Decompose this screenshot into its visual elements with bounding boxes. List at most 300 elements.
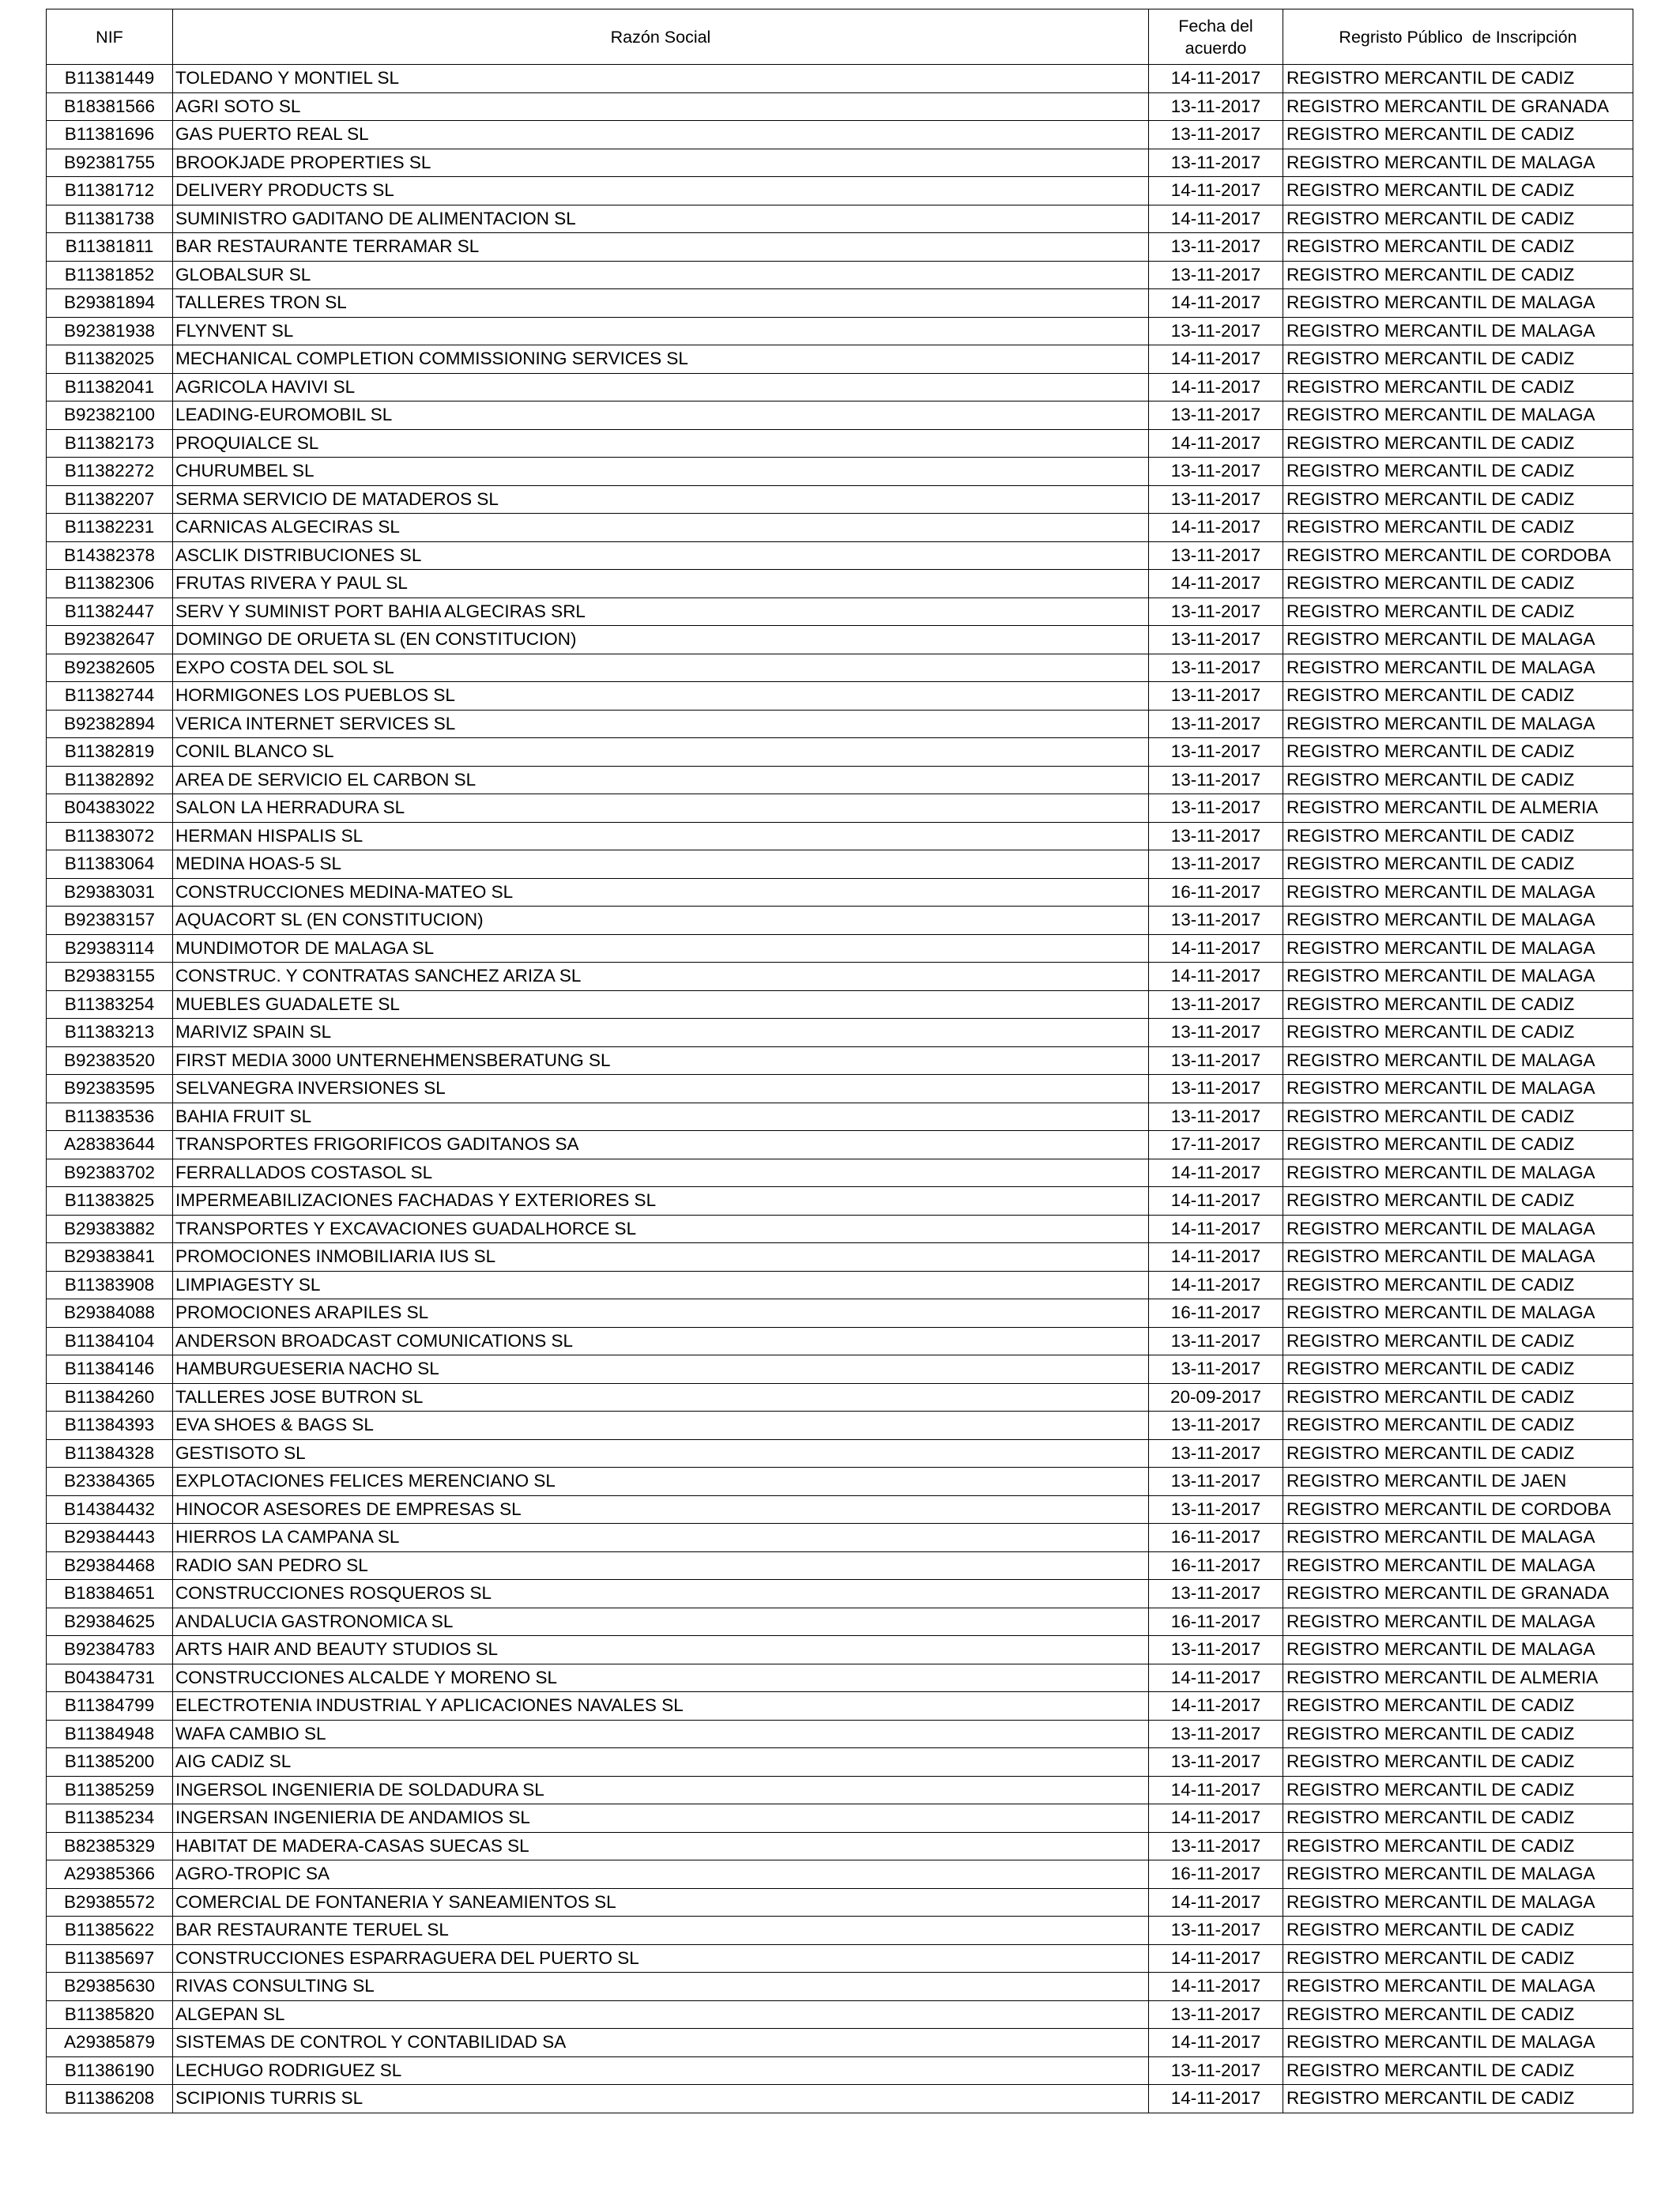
registro-cell: REGISTRO MERCANTIL DE MALAGA	[1283, 1299, 1633, 1328]
nif-cell: B11382041	[47, 373, 173, 401]
fecha-cell: 16-11-2017	[1149, 1608, 1283, 1636]
table-row	[47, 65, 1633, 93]
nif-cell: B11385234	[47, 1804, 173, 1833]
fecha-cell: 13-11-2017	[1149, 1046, 1283, 1075]
fecha-cell: 13-11-2017	[1149, 401, 1283, 430]
nif-cell: B29384468	[47, 1551, 173, 1580]
razon-social-cell: PROQUIALCE SL	[173, 429, 1149, 458]
registro-cell: REGISTRO MERCANTIL DE CADIZ	[1283, 1944, 1633, 1973]
nif-cell: B11382306	[47, 570, 173, 598]
nif-cell: B11381696	[47, 121, 173, 149]
fecha-cell: 13-11-2017	[1149, 1075, 1283, 1103]
fecha-cell: 14-11-2017	[1149, 177, 1283, 205]
razon-social-cell: SALON LA HERRADURA SL	[173, 794, 1149, 823]
razon-social-cell: TRANSPORTES FRIGORIFICOS GADITANOS SA	[173, 1131, 1149, 1159]
table-row	[47, 1944, 1633, 1973]
nif-cell: B11384328	[47, 1439, 173, 1468]
nif-cell: A29385879	[47, 2029, 173, 2057]
table-header	[47, 9, 1633, 65]
table-row	[47, 429, 1633, 458]
fecha-cell: 14-11-2017	[1149, 1664, 1283, 1692]
razon-social-cell: AGRI SOTO SL	[173, 92, 1149, 121]
razon-social-cell: GLOBALSUR SL	[173, 261, 1149, 289]
table-row	[47, 1888, 1633, 1917]
table-row	[47, 1580, 1633, 1608]
razon-social-cell: LIMPIAGESTY SL	[173, 1271, 1149, 1299]
table-row	[47, 1187, 1633, 1216]
registro-cell: REGISTRO MERCANTIL DE MALAGA	[1283, 1075, 1633, 1103]
fecha-cell: 14-11-2017	[1149, 1271, 1283, 1299]
registro-cell: REGISTRO MERCANTIL DE CADIZ	[1283, 850, 1633, 879]
table-row	[47, 373, 1633, 401]
razon-social-cell: INGERSOL INGENIERIA DE SOLDADURA SL	[173, 1776, 1149, 1804]
razon-social-cell: PROMOCIONES INMOBILIARIA IUS SL	[173, 1243, 1149, 1272]
razon-social-cell: MARIVIZ SPAIN SL	[173, 1019, 1149, 1047]
table-row	[47, 738, 1633, 767]
nif-cell: B04384731	[47, 1664, 173, 1692]
nif-cell: B14382378	[47, 541, 173, 570]
registro-cell: REGISTRO MERCANTIL DE MALAGA	[1283, 1636, 1633, 1664]
fecha-cell: 14-11-2017	[1149, 2085, 1283, 2113]
razon-social-cell: CHURUMBEL SL	[173, 458, 1149, 486]
fecha-cell: 14-11-2017	[1149, 514, 1283, 542]
table-row	[47, 205, 1633, 233]
fecha-cell: 13-11-2017	[1149, 1748, 1283, 1777]
registro-cell: REGISTRO MERCANTIL DE MALAGA	[1283, 1159, 1633, 1187]
fecha-cell: 13-11-2017	[1149, 794, 1283, 823]
registro-cell: REGISTRO MERCANTIL DE MALAGA	[1283, 1608, 1633, 1636]
table-row	[47, 2056, 1633, 2085]
registro-cell: REGISTRO MERCANTIL DE MALAGA	[1283, 289, 1633, 318]
table-row	[47, 1832, 1633, 1860]
nif-cell: B11384260	[47, 1383, 173, 1412]
table-row	[47, 878, 1633, 907]
nif-cell: B11381712	[47, 177, 173, 205]
razon-social-cell: RIVAS CONSULTING SL	[173, 1973, 1149, 2001]
registro-cell: REGISTRO MERCANTIL DE MALAGA	[1283, 1524, 1633, 1552]
table-row	[47, 1636, 1633, 1664]
razon-social-cell: LECHUGO RODRIGUEZ SL	[173, 2056, 1149, 2085]
nif-cell: B11383254	[47, 990, 173, 1019]
nif-cell: B11385820	[47, 2000, 173, 2029]
razon-social-cell: BAHIA FRUIT SL	[173, 1103, 1149, 1131]
razon-social-cell: CARNICAS ALGECIRAS SL	[173, 514, 1149, 542]
table-row	[47, 1664, 1633, 1692]
nif-cell: B11386190	[47, 2056, 173, 2085]
table-row	[47, 990, 1633, 1019]
fecha-cell: 14-11-2017	[1149, 1776, 1283, 1804]
table-row	[47, 1046, 1633, 1075]
nif-cell: B11385259	[47, 1776, 173, 1804]
registro-cell: REGISTRO MERCANTIL DE MALAGA	[1283, 149, 1633, 177]
table-row	[47, 907, 1633, 935]
razon-social-cell: AREA DE SERVICIO EL CARBON SL	[173, 766, 1149, 794]
registro-cell: REGISTRO MERCANTIL DE JAEN	[1283, 1468, 1633, 1496]
fecha-cell: 13-11-2017	[1149, 598, 1283, 626]
nif-cell: B11382025	[47, 345, 173, 374]
fecha-cell: 13-11-2017	[1149, 654, 1283, 682]
registro-cell: REGISTRO MERCANTIL DE MALAGA	[1283, 1046, 1633, 1075]
fecha-cell: 13-11-2017	[1149, 1355, 1283, 1384]
razon-social-cell: SUMINISTRO GADITANO DE ALIMENTACION SL	[173, 205, 1149, 233]
nif-cell: B29381894	[47, 289, 173, 318]
table-row	[47, 1524, 1633, 1552]
registro-cell: REGISTRO MERCANTIL DE CADIZ	[1283, 2085, 1633, 2113]
razon-social-cell: HERMAN HISPALIS SL	[173, 822, 1149, 850]
razon-social-cell: HAMBURGUESERIA NACHO SL	[173, 1355, 1149, 1384]
registro-cell: REGISTRO MERCANTIL DE MALAGA	[1283, 710, 1633, 738]
table-row	[47, 1804, 1633, 1833]
razon-social-cell: FERRALLADOS COSTASOL SL	[173, 1159, 1149, 1187]
fecha-cell: 14-11-2017	[1149, 289, 1283, 318]
table-row	[47, 2085, 1633, 2113]
nif-cell: B11383072	[47, 822, 173, 850]
nif-cell: B11381449	[47, 65, 173, 93]
registro-cell: REGISTRO MERCANTIL DE MALAGA	[1283, 401, 1633, 430]
fecha-cell: 14-11-2017	[1149, 65, 1283, 93]
fecha-cell: 13-11-2017	[1149, 2000, 1283, 2029]
nif-cell: B29384088	[47, 1299, 173, 1328]
nif-cell: B92383157	[47, 907, 173, 935]
razon-social-cell: BAR RESTAURANTE TERRAMAR SL	[173, 233, 1149, 262]
registro-cell: REGISTRO MERCANTIL DE CADIZ	[1283, 1327, 1633, 1355]
table-row	[47, 401, 1633, 430]
fecha-cell: 13-11-2017	[1149, 766, 1283, 794]
nif-cell: B11381811	[47, 233, 173, 262]
razon-social-cell: VERICA INTERNET SERVICES SL	[173, 710, 1149, 738]
registro-cell: REGISTRO MERCANTIL DE CADIZ	[1283, 990, 1633, 1019]
table-row	[47, 1748, 1633, 1777]
fecha-cell: 14-11-2017	[1149, 1159, 1283, 1187]
fecha-cell: 14-11-2017	[1149, 963, 1283, 991]
table-row	[47, 1439, 1633, 1468]
razon-social-cell: SERV Y SUMINIST PORT BAHIA ALGECIRAS SRL	[173, 598, 1149, 626]
razon-social-cell: SCIPIONIS TURRIS SL	[173, 2085, 1149, 2113]
table-row	[47, 1917, 1633, 1945]
header-row	[47, 9, 1633, 65]
nif-cell: B92382605	[47, 654, 173, 682]
fecha-cell: 13-11-2017	[1149, 485, 1283, 514]
registro-cell: REGISTRO MERCANTIL DE CADIZ	[1283, 1383, 1633, 1412]
table-row	[47, 1243, 1633, 1272]
table-row	[47, 541, 1633, 570]
table-row	[47, 317, 1633, 345]
razon-social-cell: HORMIGONES LOS PUEBLOS SL	[173, 682, 1149, 711]
fecha-cell: 13-11-2017	[1149, 261, 1283, 289]
fecha-cell: 13-11-2017	[1149, 907, 1283, 935]
razon-social-cell: SERMA SERVICIO DE MATADEROS SL	[173, 485, 1149, 514]
registro-cell: REGISTRO MERCANTIL DE CADIZ	[1283, 2000, 1633, 2029]
razon-social-cell: EVA SHOES & BAGS SL	[173, 1412, 1149, 1440]
table-row	[47, 2000, 1633, 2029]
razon-social-cell: EXPLOTACIONES FELICES MERENCIANO SL	[173, 1468, 1149, 1496]
nif-cell: B29383114	[47, 934, 173, 963]
registro-cell: REGISTRO MERCANTIL DE CADIZ	[1283, 233, 1633, 262]
nif-cell: B23384365	[47, 1468, 173, 1496]
company-registry-table	[46, 9, 1633, 2113]
table-row	[47, 149, 1633, 177]
table-row	[47, 710, 1633, 738]
fecha-cell: 13-11-2017	[1149, 121, 1283, 149]
registro-cell: REGISTRO MERCANTIL DE CADIZ	[1283, 458, 1633, 486]
razon-social-cell: CONIL BLANCO SL	[173, 738, 1149, 767]
nif-cell: A28383644	[47, 1131, 173, 1159]
fecha-cell: 13-11-2017	[1149, 1636, 1283, 1664]
nif-cell: A29385366	[47, 1860, 173, 1889]
registro-cell: REGISTRO MERCANTIL DE CADIZ	[1283, 1187, 1633, 1216]
nif-cell: B92382647	[47, 626, 173, 654]
registro-cell: REGISTRO MERCANTIL DE CADIZ	[1283, 177, 1633, 205]
registro-cell: REGISTRO MERCANTIL DE CADIZ	[1283, 514, 1633, 542]
registro-cell: REGISTRO MERCANTIL DE MALAGA	[1283, 878, 1633, 907]
nif-cell: B29384625	[47, 1608, 173, 1636]
nif-cell: B11382231	[47, 514, 173, 542]
registro-cell: REGISTRO MERCANTIL DE CADIZ	[1283, 121, 1633, 149]
registro-cell: REGISTRO MERCANTIL DE MALAGA	[1283, 1243, 1633, 1272]
registro-cell: REGISTRO MERCANTIL DE CADIZ	[1283, 1804, 1633, 1833]
razon-social-cell: BAR RESTAURANTE TERUEL SL	[173, 1917, 1149, 1945]
fecha-cell: 13-11-2017	[1149, 149, 1283, 177]
table-row	[47, 1412, 1633, 1440]
razon-social-cell: CONSTRUCCIONES ROSQUEROS SL	[173, 1580, 1149, 1608]
fecha-cell: 13-11-2017	[1149, 1103, 1283, 1131]
nif-cell: B29383155	[47, 963, 173, 991]
razon-social-cell: AGRO-TROPIC SA	[173, 1860, 1149, 1889]
registro-cell: REGISTRO MERCANTIL DE CADIZ	[1283, 822, 1633, 850]
fecha-cell: 13-11-2017	[1149, 1019, 1283, 1047]
fecha-cell: 17-11-2017	[1149, 1131, 1283, 1159]
table-row	[47, 766, 1633, 794]
razon-social-cell: AGRICOLA HAVIVI SL	[173, 373, 1149, 401]
registro-cell: REGISTRO MERCANTIL DE CADIZ	[1283, 1271, 1633, 1299]
fecha-cell: 16-11-2017	[1149, 878, 1283, 907]
table-row	[47, 1019, 1633, 1047]
fecha-cell: 16-11-2017	[1149, 1860, 1283, 1889]
registro-cell: REGISTRO MERCANTIL DE CADIZ	[1283, 373, 1633, 401]
nif-cell: B92382894	[47, 710, 173, 738]
razon-social-cell: ALGEPAN SL	[173, 2000, 1149, 2029]
fecha-cell: 13-11-2017	[1149, 626, 1283, 654]
registro-cell: REGISTRO MERCANTIL DE CORDOBA	[1283, 1495, 1633, 1524]
registro-cell: REGISTRO MERCANTIL DE MALAGA	[1283, 907, 1633, 935]
registro-cell: REGISTRO MERCANTIL DE MALAGA	[1283, 1860, 1633, 1889]
registro-cell: REGISTRO MERCANTIL DE CADIZ	[1283, 2056, 1633, 2085]
fecha-cell: 14-11-2017	[1149, 429, 1283, 458]
nif-cell: B11382207	[47, 485, 173, 514]
nif-cell: B29385630	[47, 1973, 173, 2001]
registro-cell: REGISTRO MERCANTIL DE MALAGA	[1283, 1973, 1633, 2001]
table-row	[47, 682, 1633, 711]
registro-cell: REGISTRO MERCANTIL DE CADIZ	[1283, 205, 1633, 233]
table-row	[47, 1159, 1633, 1187]
razon-social-cell: MEDINA HOAS-5 SL	[173, 850, 1149, 879]
nif-cell: B92384783	[47, 1636, 173, 1664]
fecha-cell: 14-11-2017	[1149, 1215, 1283, 1243]
razon-social-cell: MECHANICAL COMPLETION COMMISSIONING SERVICES SL	[173, 345, 1149, 374]
registro-cell: REGISTRO MERCANTIL DE MALAGA	[1283, 317, 1633, 345]
razon-social-cell: ANDERSON BROADCAST COMUNICATIONS SL	[173, 1327, 1149, 1355]
fecha-cell: 14-11-2017	[1149, 1888, 1283, 1917]
nif-cell: B11382892	[47, 766, 173, 794]
table-row	[47, 121, 1633, 149]
razon-social-cell: WAFA CAMBIO SL	[173, 1720, 1149, 1748]
razon-social-cell: BROOKJADE PROPERTIES SL	[173, 149, 1149, 177]
table-row	[47, 233, 1633, 262]
fecha-cell: 14-11-2017	[1149, 345, 1283, 374]
registro-cell: REGISTRO MERCANTIL DE CADIZ	[1283, 1439, 1633, 1468]
fecha-cell: 14-11-2017	[1149, 1187, 1283, 1216]
nif-cell: B11382819	[47, 738, 173, 767]
fecha-cell: 14-11-2017	[1149, 1973, 1283, 2001]
fecha-cell: 13-11-2017	[1149, 682, 1283, 711]
table-row	[47, 2029, 1633, 2057]
nif-cell: B29384443	[47, 1524, 173, 1552]
nif-cell: B11383825	[47, 1187, 173, 1216]
nif-cell: B82385329	[47, 1832, 173, 1860]
registro-cell: REGISTRO MERCANTIL DE CADIZ	[1283, 1412, 1633, 1440]
razon-social-cell: FIRST MEDIA 3000 UNTERNEHMENSBERATUNG SL	[173, 1046, 1149, 1075]
nif-cell: B11384104	[47, 1327, 173, 1355]
registro-cell: REGISTRO MERCANTIL DE GRANADA	[1283, 92, 1633, 121]
table-row	[47, 598, 1633, 626]
razon-social-cell: PROMOCIONES ARAPILES SL	[173, 1299, 1149, 1328]
table-row	[47, 289, 1633, 318]
razon-social-cell: CONSTRUCCIONES ALCALDE Y MORENO SL	[173, 1664, 1149, 1692]
table-row	[47, 485, 1633, 514]
fecha-cell: 14-11-2017	[1149, 2029, 1283, 2057]
table-row	[47, 626, 1633, 654]
registro-cell: REGISTRO MERCANTIL DE CORDOBA	[1283, 541, 1633, 570]
registro-cell: REGISTRO MERCANTIL DE ALMERIA	[1283, 794, 1633, 823]
registro-cell: REGISTRO MERCANTIL DE CADIZ	[1283, 766, 1633, 794]
razon-social-cell: COMERCIAL DE FONTANERIA Y SANEAMIENTOS SL	[173, 1888, 1149, 1917]
razon-social-cell: AQUACORT SL (EN CONSTITUCION)	[173, 907, 1149, 935]
fecha-cell: 14-11-2017	[1149, 1944, 1283, 1973]
table-row	[47, 1131, 1633, 1159]
registro-cell: REGISTRO MERCANTIL DE MALAGA	[1283, 626, 1633, 654]
table-row	[47, 570, 1633, 598]
fecha-cell: 16-11-2017	[1149, 1299, 1283, 1328]
fecha-cell: 13-11-2017	[1149, 2056, 1283, 2085]
fecha-cell: 14-11-2017	[1149, 205, 1283, 233]
table-row	[47, 1973, 1633, 2001]
table-row	[47, 654, 1633, 682]
registro-cell: REGISTRO MERCANTIL DE CADIZ	[1283, 738, 1633, 767]
razon-social-cell: CONSTRUC. Y CONTRATAS SANCHEZ ARIZA SL	[173, 963, 1149, 991]
nif-cell: B11385200	[47, 1748, 173, 1777]
fecha-cell: 13-11-2017	[1149, 233, 1283, 262]
table-row	[47, 1271, 1633, 1299]
table-row	[47, 794, 1633, 823]
nif-cell: B11383064	[47, 850, 173, 879]
registro-cell: REGISTRO MERCANTIL DE MALAGA	[1283, 1551, 1633, 1580]
nif-cell: B29383841	[47, 1243, 173, 1272]
registro-cell: REGISTRO MERCANTIL DE MALAGA	[1283, 654, 1633, 682]
fecha-cell: 13-11-2017	[1149, 1720, 1283, 1748]
registro-cell: REGISTRO MERCANTIL DE CADIZ	[1283, 65, 1633, 93]
nif-cell: B11383908	[47, 1271, 173, 1299]
razon-social-cell: SISTEMAS DE CONTROL Y CONTABILIDAD SA	[173, 2029, 1149, 2057]
table-row	[47, 1551, 1633, 1580]
fecha-cell: 13-11-2017	[1149, 822, 1283, 850]
fecha-cell: 14-11-2017	[1149, 934, 1283, 963]
table-row	[47, 1355, 1633, 1384]
registro-cell: REGISTRO MERCANTIL DE MALAGA	[1283, 1215, 1633, 1243]
fecha-cell: 13-11-2017	[1149, 1412, 1283, 1440]
registro-cell: REGISTRO MERCANTIL DE CADIZ	[1283, 345, 1633, 374]
razon-social-cell: HIERROS LA CAMPANA SL	[173, 1524, 1149, 1552]
razon-social-cell: AIG CADIZ SL	[173, 1748, 1149, 1777]
registro-cell: REGISTRO MERCANTIL DE MALAGA	[1283, 2029, 1633, 2057]
razon-social-cell: TOLEDANO Y MONTIEL SL	[173, 65, 1149, 93]
table-row	[47, 1776, 1633, 1804]
table-row	[47, 1103, 1633, 1131]
razon-social-cell: ARTS HAIR AND BEAUTY STUDIOS SL	[173, 1636, 1149, 1664]
fecha-cell: 14-11-2017	[1149, 1804, 1283, 1833]
razon-social-cell: HABITAT DE MADERA-CASAS SUECAS SL	[173, 1832, 1149, 1860]
fecha-cell: 13-11-2017	[1149, 1327, 1283, 1355]
razon-social-cell: CONSTRUCCIONES ESPARRAGUERA DEL PUERTO SL	[173, 1944, 1149, 1973]
nif-cell: B11382173	[47, 429, 173, 458]
razon-social-cell: TALLERES JOSE BUTRON SL	[173, 1383, 1149, 1412]
nif-cell: B29383031	[47, 878, 173, 907]
razon-social-cell: MUNDIMOTOR DE MALAGA SL	[173, 934, 1149, 963]
razon-social-cell: CONSTRUCCIONES MEDINA-MATEO SL	[173, 878, 1149, 907]
nif-cell: B11381738	[47, 205, 173, 233]
table-row	[47, 458, 1633, 486]
razon-social-cell: RADIO SAN PEDRO SL	[173, 1551, 1149, 1580]
nif-cell: B92381938	[47, 317, 173, 345]
nif-cell: B11381852	[47, 261, 173, 289]
table-row	[47, 1692, 1633, 1721]
nif-cell: B14384432	[47, 1495, 173, 1524]
razon-social-cell: ANDALUCIA GASTRONOMICA SL	[173, 1608, 1149, 1636]
fecha-cell: 16-11-2017	[1149, 1551, 1283, 1580]
nif-cell: B11382744	[47, 682, 173, 711]
razon-social-cell: DOMINGO DE ORUETA SL (EN CONSTITUCION)	[173, 626, 1149, 654]
fecha-cell: 13-11-2017	[1149, 1468, 1283, 1496]
table-row	[47, 1215, 1633, 1243]
registro-cell: REGISTRO MERCANTIL DE CADIZ	[1283, 1103, 1633, 1131]
nif-cell: B11384393	[47, 1412, 173, 1440]
razon-social-cell: HINOCOR ASESORES DE EMPRESAS SL	[173, 1495, 1149, 1524]
table-row	[47, 1720, 1633, 1748]
nif-cell: B11385622	[47, 1917, 173, 1945]
header-fecha-acuerdo	[1149, 9, 1283, 65]
nif-cell: B11385697	[47, 1944, 173, 1973]
table-row	[47, 92, 1633, 121]
fecha-cell: 13-11-2017	[1149, 317, 1283, 345]
registro-cell: REGISTRO MERCANTIL DE CADIZ	[1283, 570, 1633, 598]
registro-cell: REGISTRO MERCANTIL DE CADIZ	[1283, 682, 1633, 711]
registro-cell: REGISTRO MERCANTIL DE MALAGA	[1283, 1888, 1633, 1917]
razon-social-cell: FLYNVENT SL	[173, 317, 1149, 345]
table-row	[47, 1495, 1633, 1524]
registro-cell: REGISTRO MERCANTIL DE ALMERIA	[1283, 1664, 1633, 1692]
razon-social-cell: TALLERES TRON SL	[173, 289, 1149, 318]
fecha-cell: 13-11-2017	[1149, 541, 1283, 570]
razon-social-cell: IMPERMEABILIZACIONES FACHADAS Y EXTERIORES SL	[173, 1187, 1149, 1216]
header-fecha-line1: Fecha del	[1178, 16, 1253, 36]
razon-social-cell: LEADING-EUROMOBIL SL	[173, 401, 1149, 430]
registro-cell: REGISTRO MERCANTIL DE CADIZ	[1283, 1692, 1633, 1721]
table-row	[47, 934, 1633, 963]
table-row	[47, 1468, 1633, 1496]
razon-social-cell: FRUTAS RIVERA Y PAUL SL	[173, 570, 1149, 598]
nif-cell: B92383702	[47, 1159, 173, 1187]
table-row	[47, 1075, 1633, 1103]
table-row	[47, 177, 1633, 205]
